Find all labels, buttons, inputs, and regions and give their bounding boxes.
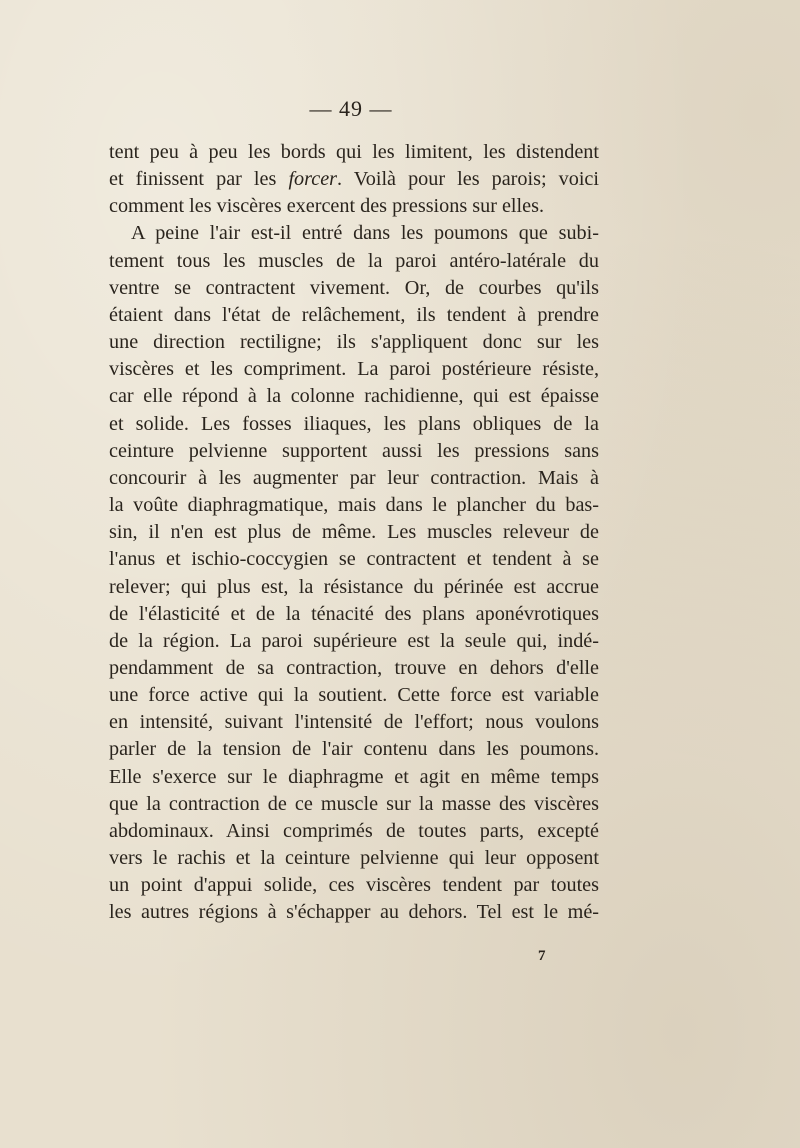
body-text xyxy=(109,139,599,927)
text-line: l'anus et ischio-coccygien se contractent et tendent à se xyxy=(109,548,599,571)
text-line: ventre se contractent vivement. Or, de courbes qu'ils xyxy=(109,276,599,299)
text-line: parler de la tension de l'air contenu dans les poumons. xyxy=(109,738,599,761)
text-line: comment les viscères exercent des pressions sur elles. xyxy=(109,195,545,218)
text-line: de l'élasticité et de la ténacité des plans aponévrotiques xyxy=(109,602,599,625)
text-line: sin, il n'en est plus de même. Les muscles releveur de xyxy=(109,521,599,544)
page-number-header: — 49 — xyxy=(309,96,393,121)
text-line: tent peu à peu les bords qui les limitent, les distendent xyxy=(109,141,599,163)
text-line: tement tous les muscles de la paroi antéro-latérale du xyxy=(109,249,599,272)
text-line: relever; qui plus est, la résistance du périnée est accrue xyxy=(109,575,599,598)
text-line: pendamment de sa contraction, trouve en dehors d'elle xyxy=(109,656,599,679)
text-line: que la contraction de ce muscle sur la masse des viscères xyxy=(109,792,599,815)
text-line: étaient dans l'état de relâchement, ils tendent à prendre xyxy=(109,303,599,326)
text-line: Elle s'exerce sur le diaphragme et agit en même temps xyxy=(109,765,599,788)
text-line: viscères et les compriment. La paroi postérieure résiste, xyxy=(109,358,599,381)
italic-word: forcer xyxy=(288,168,338,191)
signature-mark: 7 xyxy=(538,948,546,964)
text-line: une force active qui la soutient. Cette force est variable xyxy=(109,684,599,707)
text-line xyxy=(109,166,599,193)
text-segment: . Voilà pour les parois; voici xyxy=(337,168,600,191)
text-line: de la région. La paroi supérieure est la seule qui, indé- xyxy=(109,629,599,652)
text-line: une direction rectiligne; ils s'appliquent donc sur les xyxy=(109,331,599,354)
text-line: la voûte diaphragmatique, mais dans le plancher du bas- xyxy=(109,494,599,517)
text-line: concourir à les augmenter par leur contraction. Mais à xyxy=(109,466,599,489)
text-line: les autres régions à s'échapper au dehors. Tel est le mé- xyxy=(109,901,599,924)
text-line: car elle répond à la colonne rachidienne, qui est épaisse xyxy=(109,385,599,408)
text-line: vers le rachis et la ceinture pelvienne qui leur opposent xyxy=(109,847,599,870)
text-segment: et finissent par les xyxy=(109,168,289,191)
text-line: en intensité, suivant l'intensité de l'effort; nous voulons xyxy=(109,711,599,734)
text-line: et solide. Les fosses iliaques, les plans obliques de la xyxy=(109,412,599,435)
text-line: un point d'appui solide, ces viscères tendent par toutes xyxy=(109,874,599,897)
paragraph-start-line: A peine l'air est-il entré dans les poumons que subi- xyxy=(131,222,599,245)
text-line: ceinture pelvienne supportent aussi les pressions sans xyxy=(109,439,599,462)
text-line: abdominaux. Ainsi comprimés de toutes parts, excepté xyxy=(109,819,599,842)
